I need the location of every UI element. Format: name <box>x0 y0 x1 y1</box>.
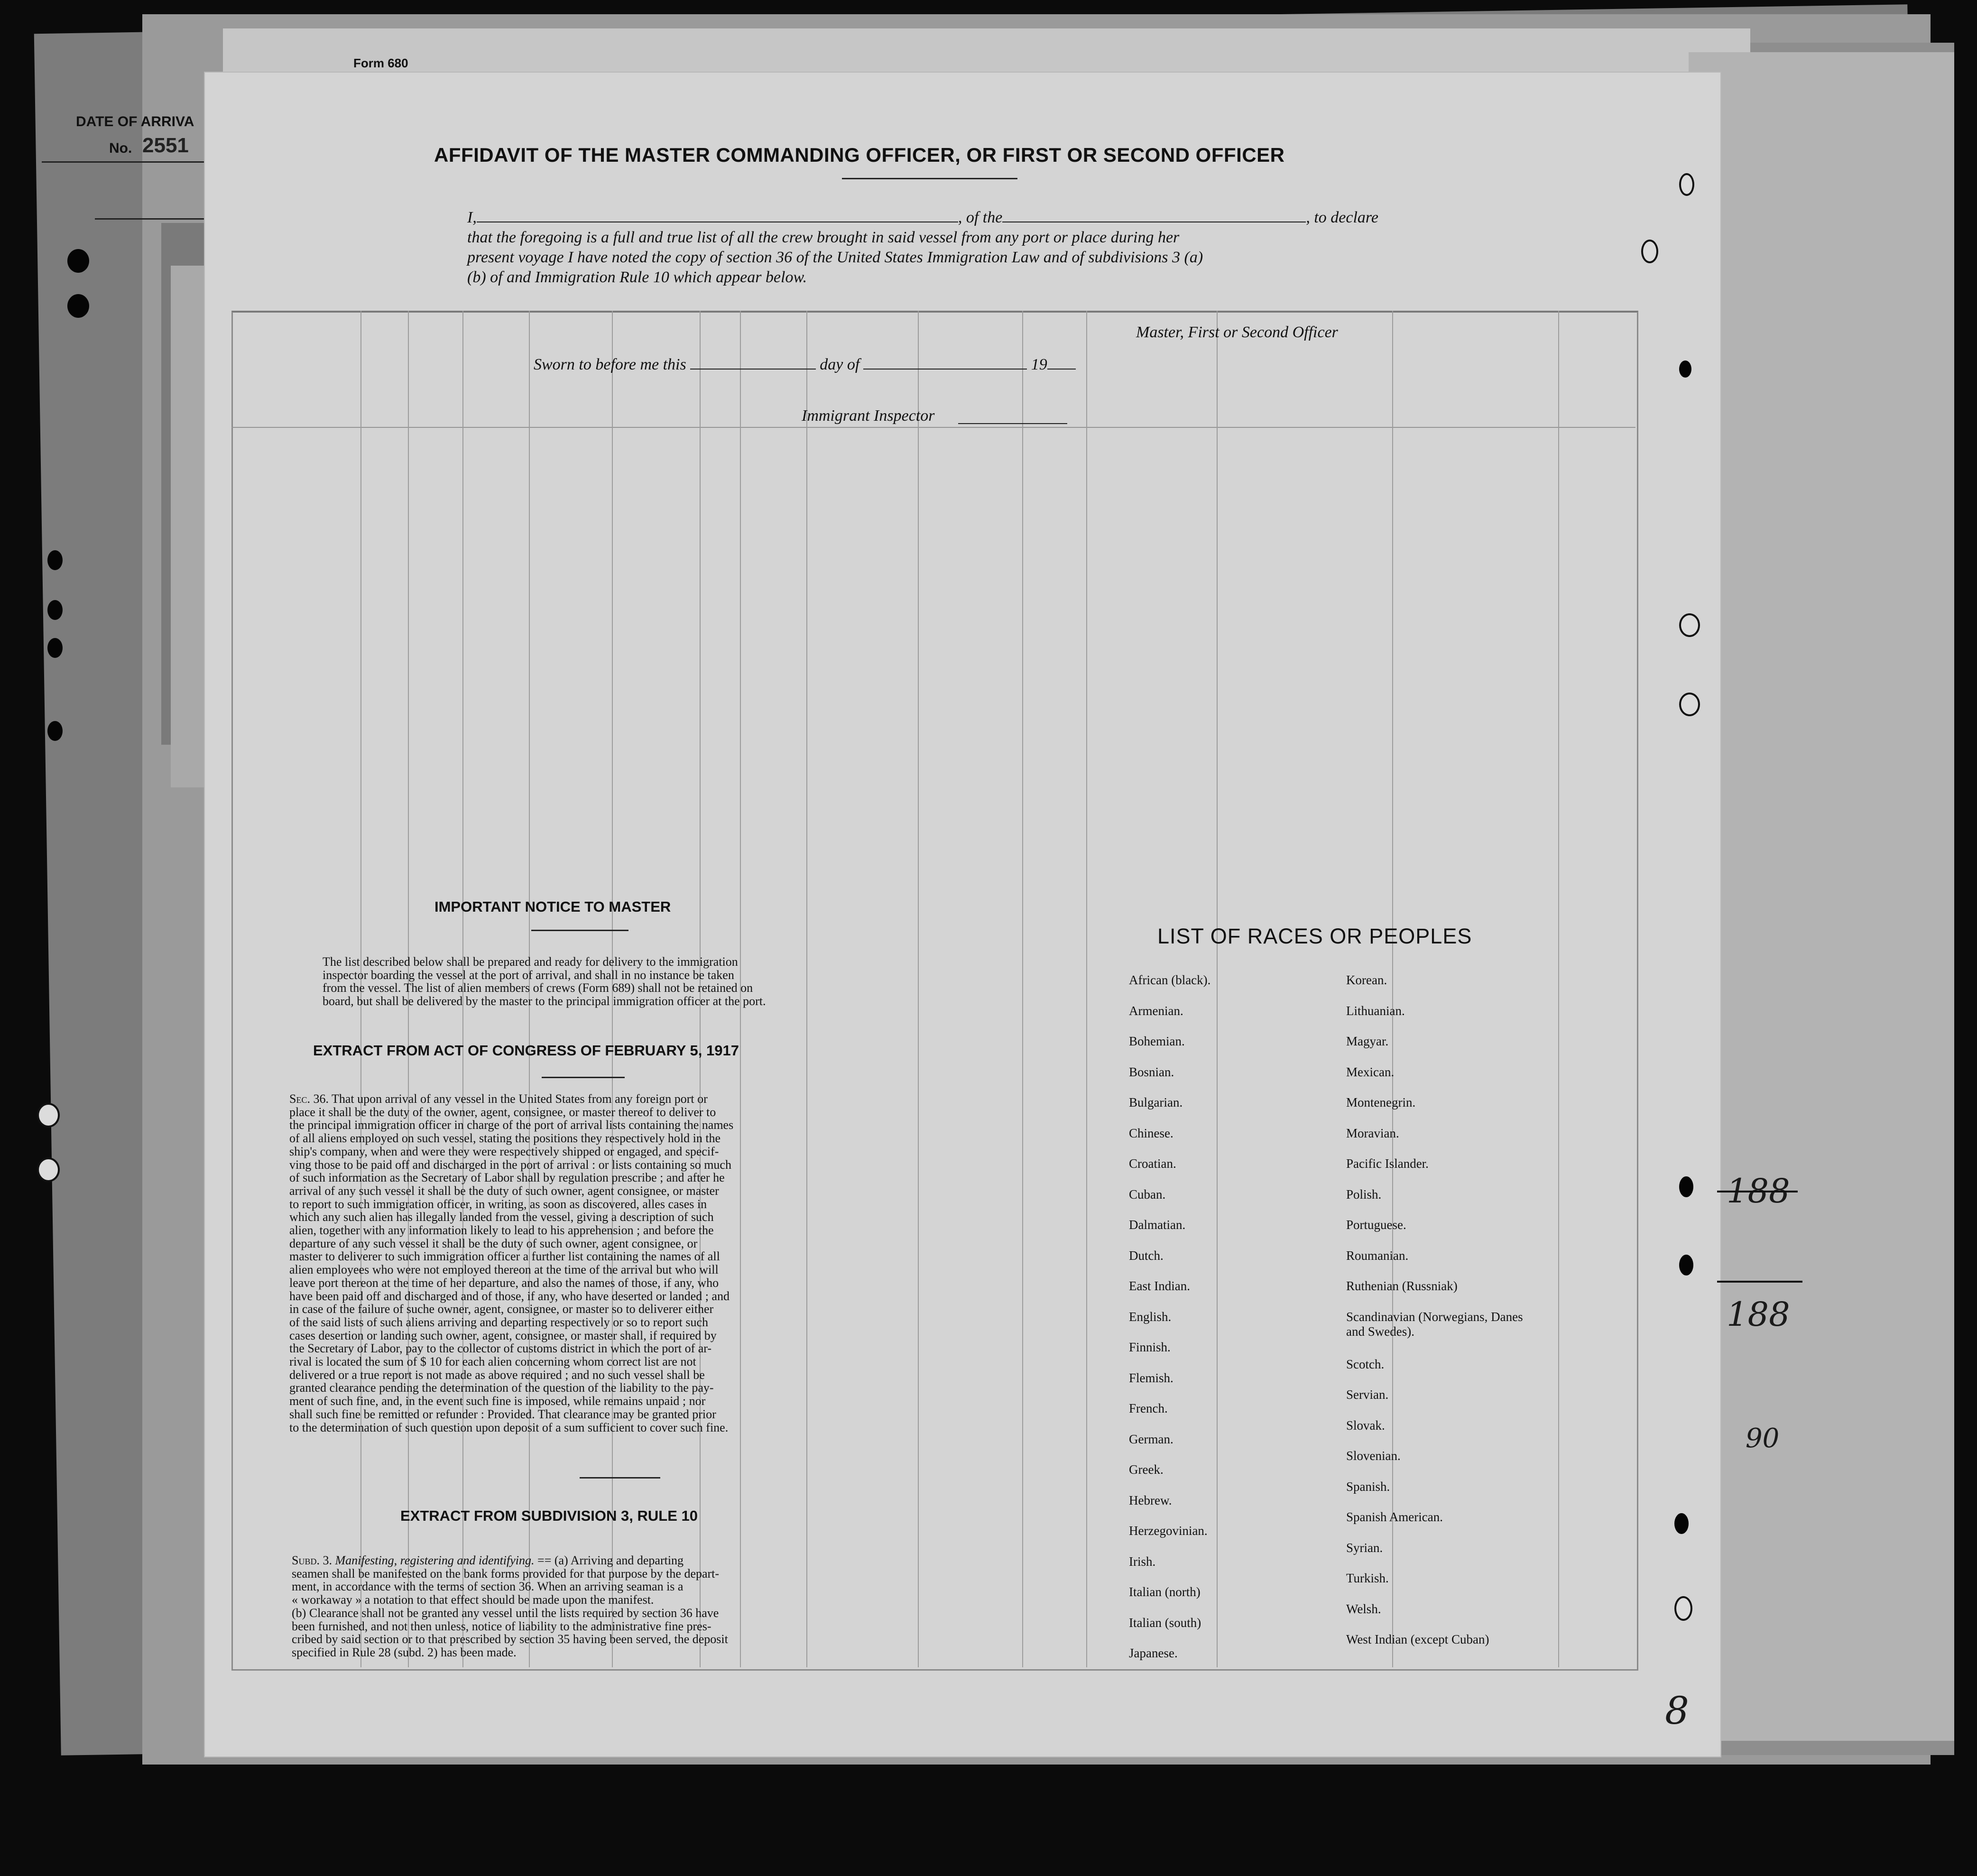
race-item: Irish. <box>1129 1554 1156 1569</box>
act-line: to the determination of such question upon deposit of a sum sufficient to cover such fine. <box>289 1420 729 1434</box>
section-rule <box>580 1477 660 1479</box>
binder-hole <box>1679 1255 1693 1275</box>
rule-extract-title: EXTRACT FROM SUBDIVISION 3, RULE 10 <box>400 1507 698 1524</box>
races-list-right <box>1346 973 1526 1663</box>
race-item: Herzegovinian. <box>1129 1524 1208 1538</box>
race-item: Servian. <box>1346 1387 1389 1402</box>
binder-hole <box>47 600 63 620</box>
act-line: of all aliens employed on such vessel, stating the positions they respectively hold in the <box>289 1131 721 1146</box>
show-through-rule <box>231 427 1635 428</box>
act-line: which any such alien has illegally landed from the vessel, giving a description of such <box>289 1210 714 1224</box>
act-line: arrival of any such vessel it shall be the duty of such owner, agent consignee, or master <box>289 1183 719 1198</box>
underlying-page-edge <box>1689 52 1954 1741</box>
race-item: German. <box>1129 1432 1173 1446</box>
handwritten-page-mark: 8 <box>1665 1689 1689 1733</box>
race-item: Roumanian. <box>1346 1248 1409 1263</box>
race-item: Spanish. <box>1346 1479 1390 1494</box>
act-line: granted clearance pending the determination of the question of the liability to the pay- <box>289 1381 714 1395</box>
list-number-value: 2551 <box>142 134 189 157</box>
list-number-label: No. <box>109 140 132 156</box>
act-line: place it shall be the duty of the owner, agent, consignee, or master thereof to deliver to <box>289 1105 716 1119</box>
race-item: African (black). <box>1129 973 1211 987</box>
race-item: Dutch. <box>1129 1248 1164 1263</box>
race-item: Scotch. <box>1346 1357 1385 1371</box>
rule-line: seamen shall be manifested on the bank forms provided for that purpose by the depart- <box>292 1566 720 1580</box>
act-line: of the said lists of such aliens arriving and departing respectively or so to report such <box>289 1315 709 1329</box>
races-title: LIST OF RACES OR PEOPLES <box>1157 924 1472 948</box>
race-item: Bosnian. <box>1129 1064 1174 1079</box>
act-rule <box>542 1077 625 1078</box>
section-label: Sec. 36. <box>289 1092 329 1106</box>
binder-hole <box>47 721 63 741</box>
act-line: Sec. 36. That upon arrival of any vessel in the United States from any foreign port or <box>289 1092 708 1106</box>
race-item: Bulgarian. <box>1129 1095 1183 1109</box>
notice-title: IMPORTANT NOTICE TO MASTER <box>434 898 671 915</box>
master-signature-label: Master, First or Second Officer <box>1136 323 1338 341</box>
race-item: East Indian. <box>1129 1279 1190 1293</box>
notice-line: inspector boarding the vessel at the port of arrival, and shall in no instance be taken <box>323 968 734 982</box>
rule-line: Subd. 3. Manifesting, registering and identifying. == (a) Arriving and departing <box>292 1553 684 1567</box>
show-through-rule <box>1022 311 1023 1667</box>
show-through-rule <box>918 311 919 1667</box>
handwritten-tally: 188 <box>1727 1295 1790 1334</box>
binder-hole <box>1674 1596 1692 1621</box>
race-item: Mexican. <box>1346 1064 1395 1079</box>
race-item: Finnish. <box>1129 1340 1171 1354</box>
notice-line: The list described below shall be prepared and ready for delivery to the immigration <box>323 955 738 969</box>
race-item: Lithuanian. <box>1346 1003 1405 1018</box>
act-line: of such information as the Secretary of Labor shall by regulation prescribe ; and after he <box>289 1171 725 1185</box>
act-line: delivered or a true report is not made as above required ; and no such vessel shall be <box>289 1368 705 1382</box>
affidavit-line-1-a: I, <box>467 209 477 226</box>
sworn-label-c: 19 <box>1031 356 1047 373</box>
race-item: Polish. <box>1346 1187 1382 1201</box>
race-item: Turkish. <box>1346 1571 1389 1585</box>
race-item: Greek. <box>1129 1462 1164 1477</box>
binder-hole <box>37 1157 60 1182</box>
act-line: have been paid off and discharged and of those, if any, who have deserted or landed ; and <box>289 1289 730 1303</box>
affidavit-line-1 <box>467 209 1378 227</box>
binder-hole <box>47 550 63 570</box>
race-item: French. <box>1129 1401 1168 1415</box>
race-item: Montenegrin. <box>1346 1095 1416 1109</box>
binder-hole <box>47 638 63 658</box>
race-item: Bohemian. <box>1129 1034 1185 1048</box>
notice-line: board, but shall be delivered by the master to the principal immigration officer at the port. <box>323 994 766 1008</box>
race-item: Croatian. <box>1129 1156 1176 1171</box>
inspector-blank <box>958 423 1067 424</box>
race-item: Portuguese. <box>1346 1218 1406 1232</box>
race-item: Dalmatian. <box>1129 1218 1186 1232</box>
act-line: in case of the failure of suche owner, agent, consignee, or master so to deliverer either <box>289 1302 714 1316</box>
affidavit-title: AFFIDAVIT OF THE MASTER COMMANDING OFFICER, OR FIRST OR SECOND OFFICER <box>434 144 1285 166</box>
binder-hole <box>1674 1513 1689 1534</box>
sworn-label-a: Sworn to before me this <box>534 356 686 373</box>
subdivision-heading: Manifesting, registering and identifying. <box>335 1553 535 1567</box>
act-line: to report to such immigration officer, in writing, as soon as discovered, alles cases in <box>289 1197 707 1211</box>
race-item: Syrian. <box>1346 1540 1383 1555</box>
date-of-arrival-label: DATE OF ARRIVA <box>76 114 194 129</box>
race-item: Welsh. <box>1346 1601 1381 1616</box>
act-extract-title: EXTRACT FROM ACT OF CONGRESS OF FEBRUARY 5, 1917 <box>313 1042 739 1059</box>
races-list-left <box>1129 973 1210 1677</box>
race-item: Chinese. <box>1129 1126 1173 1140</box>
notice-line: from the vessel. The list of alien members of crews (Form 689) shall not be retained on <box>323 981 753 995</box>
rule-line: « workaway » a notation to that effect should be made upon the manifest. <box>292 1593 654 1607</box>
act-line: ment of such fine, and, in the event such fine is imposed, while remains unpaid ; nor <box>289 1394 706 1408</box>
race-item: Italian (north) <box>1129 1585 1201 1599</box>
act-line: rival is located the sum of $ 10 for each alien concerning whom correct list are not <box>289 1355 696 1369</box>
handwritten-tally: 188 <box>1727 1172 1790 1211</box>
binder-hole <box>1679 693 1700 716</box>
race-item: Italian (south) <box>1129 1615 1201 1630</box>
race-item: Armenian. <box>1129 1003 1183 1018</box>
act-line: the Secretary of Labor, pay to the collector of customs district in which the port of ar- <box>289 1341 712 1356</box>
race-item: Magyar. <box>1346 1034 1389 1048</box>
act-line: ving those to be paid off and discharged in the port of arrival : or lists containing so much <box>289 1157 731 1172</box>
affidavit-line-4: (b) of and Immigration Rule 10 which appear below. <box>467 268 807 286</box>
act-extract-paragraph <box>289 1092 868 1434</box>
sworn-line <box>534 356 1076 374</box>
rule-line: cribed by said section or to that prescribed by section 35 having been served, the deposit <box>292 1632 728 1646</box>
show-through-rule <box>1558 311 1559 1667</box>
binder-hole <box>1679 360 1691 378</box>
race-item: Slovenian. <box>1346 1449 1401 1463</box>
day-blank <box>690 369 816 370</box>
act-line: master to deliverer to such immigration officer a further list containing the names of all <box>289 1249 720 1264</box>
pen-line <box>1717 1281 1802 1283</box>
race-item: Japanese. <box>1129 1646 1178 1660</box>
binder-hole <box>67 294 89 318</box>
race-item: Scandinavian (Norwegians, Danes and Swedes). <box>1346 1309 1523 1339</box>
sworn-label-b: day of <box>820 356 860 373</box>
handwritten-note: 90 <box>1746 1423 1780 1454</box>
act-line: shall such fine be remitted or refunder : Provided. That clearance may be granted prior <box>289 1407 716 1421</box>
act-line: leave port thereon at the time of her departure, and also the names of those, if any, who <box>289 1275 719 1290</box>
inspector-signature-label: Immigrant Inspector <box>802 407 935 425</box>
act-line: the principal immigration officer in charge of the port of arrival lists containing the names <box>289 1118 734 1132</box>
binder-hole <box>37 1103 60 1127</box>
affidavit-line-3: present voyage I have noted the copy of section 36 of the United States Immigration Law and of subdivisions 3 (a) <box>467 249 1203 266</box>
rule-line: been furnished, and not then unless, notice of liability to the administrative fine pres- <box>292 1619 711 1633</box>
race-item: Ruthenian (Russniak) <box>1346 1279 1458 1293</box>
pen-line <box>1717 1191 1798 1192</box>
notice-rule <box>531 930 628 931</box>
race-item: Flemish. <box>1129 1370 1173 1385</box>
form-number: Form 680 <box>353 56 408 70</box>
act-line: alien, together with any information likely to lead to his apprehension ; and before the <box>289 1223 714 1238</box>
year-blank <box>1047 369 1076 370</box>
rule-line: specified in Rule 28 (subd. 2) has been made. <box>292 1645 517 1659</box>
affidavit-line-2: that the foregoing is a full and true list of all the crew brought in said vessel from any port or place during her <box>467 229 1180 246</box>
rule-line: ment, in accordance with the terms of section 36. When an arriving seaman is a <box>292 1580 684 1594</box>
race-item: Korean. <box>1346 973 1387 987</box>
binder-hole <box>1679 1176 1693 1197</box>
race-item: Slovak. <box>1346 1418 1385 1432</box>
month-blank <box>863 369 1027 370</box>
binder-hole <box>1679 173 1694 196</box>
race-item: Cuban. <box>1129 1187 1166 1201</box>
show-through-rule <box>1086 311 1087 1667</box>
race-item: English. <box>1129 1309 1172 1324</box>
rule-line: (b) Clearance shall not be granted any vessel until the lists required by section 36 have <box>292 1606 719 1620</box>
race-item: Spanish American. <box>1346 1510 1443 1524</box>
race-item: West Indian (except Cuban) <box>1346 1632 1489 1646</box>
binder-hole <box>1679 613 1700 637</box>
title-underline <box>842 178 1017 179</box>
race-item: Hebrew. <box>1129 1493 1172 1507</box>
act-line: departure of any such vessel it shall be the duty of such owner, agent consignee, or <box>289 1236 698 1250</box>
notice-paragraph <box>323 955 866 1007</box>
rule-extract-paragraph <box>292 1554 870 1659</box>
act-line: alien employees who were not employed thereon at the time of the arrival but who will <box>289 1263 719 1277</box>
act-line: ship's company, when and were they were respectively shipped or engaged, and specif- <box>289 1144 719 1158</box>
binder-hole <box>1641 240 1658 263</box>
affidavit-line-1-c: , to declare <box>1306 209 1378 226</box>
act-line: cases desertion or landing such owner, agent, consignee, or master shall, if required by <box>289 1328 717 1342</box>
affidavit-line-1-b: , of the <box>958 209 1003 226</box>
show-through-rule <box>1217 311 1218 1667</box>
divider <box>42 161 222 163</box>
race-item: Pacific Islander. <box>1346 1156 1429 1171</box>
race-item: Moravian. <box>1346 1126 1399 1140</box>
binder-hole <box>67 249 89 273</box>
subdivision-label: Subd. 3. <box>292 1553 332 1567</box>
